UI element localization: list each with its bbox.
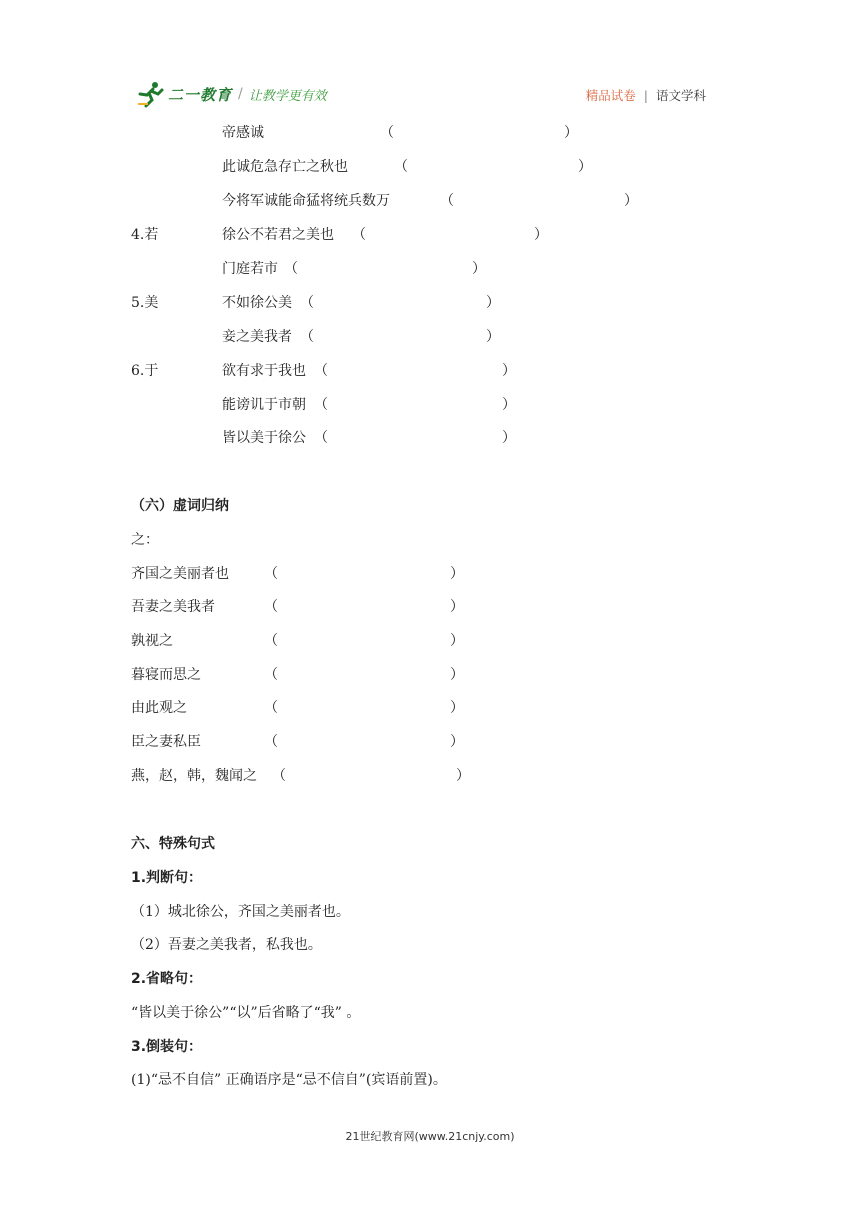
item-text: 今将军诚能命猛将统兵数万 bbox=[222, 193, 390, 209]
answer-open: （ bbox=[264, 667, 278, 683]
subsection-title: 1.判断句： bbox=[131, 870, 203, 886]
item-text: 皆以美于徐公 bbox=[222, 430, 306, 446]
answer-open: （ bbox=[264, 566, 278, 582]
page-header bbox=[136, 80, 720, 108]
section-title: 六、特殊句式 bbox=[131, 836, 215, 852]
item-text: 徐公不若君之美也 bbox=[222, 227, 334, 243]
example-sentence: “皆以美于徐公”“以”后省略了“我” 。 bbox=[131, 1005, 361, 1021]
item-text: 此诚危急存亡之秋也 bbox=[222, 159, 348, 175]
item-text: 欲有求于我也 bbox=[222, 363, 306, 379]
item-text: 暮寝而思之 bbox=[131, 667, 201, 683]
answer-close: ） bbox=[450, 599, 464, 615]
answer-open: （ bbox=[300, 329, 314, 345]
item-text: 能谤讥于市朝 bbox=[222, 397, 306, 413]
tag-exam: 精品试卷 bbox=[585, 88, 636, 103]
runner-logo-icon bbox=[136, 80, 166, 108]
answer-close: ） bbox=[450, 700, 464, 716]
answer-close: ） bbox=[502, 397, 516, 413]
word-label: 4.若 bbox=[131, 227, 159, 243]
item-text: 齐国之美丽者也 bbox=[131, 566, 229, 582]
subsection-title: 3.倒装句： bbox=[131, 1039, 203, 1055]
word-label: 之： bbox=[131, 532, 159, 548]
answer-close: ） bbox=[502, 430, 516, 446]
brand-name: 二一教育 bbox=[168, 85, 233, 104]
item-text: 燕，赵，韩，魏闻之 bbox=[131, 768, 257, 784]
answer-open: （ bbox=[264, 700, 278, 716]
word-label: 5.美 bbox=[131, 295, 159, 311]
subsection-title: 2.省略句： bbox=[131, 971, 203, 987]
answer-open: （ bbox=[272, 768, 286, 784]
item-text: 孰视之 bbox=[131, 633, 173, 649]
answer-open: （ bbox=[284, 261, 298, 277]
item-text: 由此观之 bbox=[131, 700, 187, 716]
answer-open: （ bbox=[264, 599, 278, 615]
tag-divider: | bbox=[643, 87, 648, 103]
brand-logo bbox=[136, 80, 327, 108]
answer-close: ） bbox=[624, 193, 638, 209]
answer-open: （ bbox=[394, 159, 408, 175]
answer-open: （ bbox=[314, 363, 328, 379]
answer-open: （ bbox=[352, 227, 366, 243]
answer-open: （ bbox=[314, 430, 328, 446]
page-footer: 21世纪教育网(www.21cnjy.com) bbox=[345, 1130, 515, 1143]
tag-subject: 语文学科 bbox=[655, 88, 706, 103]
answer-open: （ bbox=[300, 295, 314, 311]
answer-close: ） bbox=[450, 633, 464, 649]
brand-divider: / bbox=[238, 86, 243, 102]
example-sentence: （2）吾妻之美我者，私我也。 bbox=[131, 937, 322, 953]
answer-close: ） bbox=[456, 768, 470, 784]
answer-open: （ bbox=[264, 633, 278, 649]
answer-close: ） bbox=[472, 261, 486, 277]
answer-close: ） bbox=[578, 159, 592, 175]
item-text: 不如徐公美 bbox=[222, 295, 292, 311]
item-text: 帝感诚 bbox=[222, 125, 264, 141]
item-text: 门庭若市 bbox=[222, 261, 278, 277]
brand-slogan: 让教学更有效 bbox=[248, 88, 327, 104]
item-text: 吾妻之美我者 bbox=[131, 599, 215, 615]
answer-close: ） bbox=[502, 363, 516, 379]
answer-close: ） bbox=[534, 227, 548, 243]
answer-open: （ bbox=[314, 397, 328, 413]
example-sentence: （1）城北徐公，齐国之美丽者也。 bbox=[131, 904, 350, 920]
section-title: （六）虚词归纳 bbox=[131, 498, 229, 514]
answer-open: （ bbox=[440, 193, 454, 209]
answer-open: （ bbox=[264, 734, 278, 750]
item-text: 妾之美我者 bbox=[222, 329, 292, 345]
example-sentence: (1)“忌不自信” 正确语序是“忌不信自”(宾语前置)。 bbox=[131, 1072, 447, 1088]
answer-close: ） bbox=[486, 295, 500, 311]
answer-close: ） bbox=[450, 566, 464, 582]
subject-tag bbox=[586, 86, 706, 104]
answer-close: ） bbox=[564, 125, 578, 141]
answer-open: （ bbox=[380, 125, 394, 141]
answer-close: ） bbox=[450, 667, 464, 683]
answer-close: ） bbox=[486, 329, 500, 345]
item-text: 臣之妻私臣 bbox=[131, 734, 201, 750]
answer-close: ） bbox=[450, 734, 464, 750]
word-label: 6.于 bbox=[131, 363, 159, 379]
